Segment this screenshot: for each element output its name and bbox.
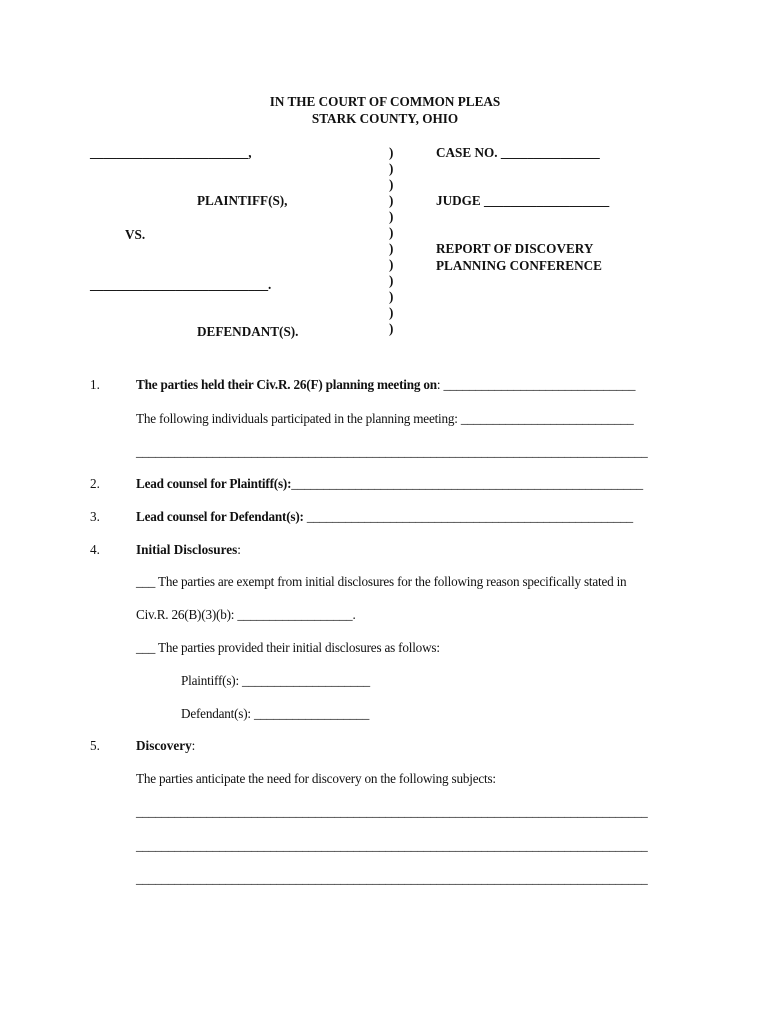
item-3-number: 3. [90, 509, 100, 524]
defendant-disclosures-field[interactable]: Defendant(s): __________________ [181, 706, 370, 721]
versus-label: VS. [125, 227, 146, 242]
caption-paren: ) [389, 241, 394, 256]
participants-field[interactable]: The following individuals participated in the planning meeting: ___________________________ [136, 411, 634, 426]
item-2-label: Lead counsel for Plaintiff(s): [136, 476, 292, 491]
defendant-label: DEFENDANT(S). [197, 324, 299, 339]
discovery-blank-line-2[interactable]: ________________________________________________________________________________ [136, 838, 648, 853]
item-3-blank[interactable]: ___________________________________________________ [303, 509, 633, 524]
defendant-name-blank[interactable]: ___________________________. [90, 277, 272, 292]
discovery-subjects-text: The parties anticipate the need for discovery on the following subjects: [136, 771, 496, 786]
provided-option[interactable]: ___ The parties provided their initial disclosures as follows: [136, 640, 440, 655]
discovery-blank-line-1[interactable]: ________________________________________________________________________________ [136, 804, 648, 819]
plaintiff-label: PLAINTIFF(S), [197, 193, 288, 208]
caption-paren: ) [389, 225, 394, 240]
caption-paren: ) [389, 305, 394, 320]
judge-field[interactable]: JUDGE ___________________ [436, 193, 610, 208]
county-title: STARK COUNTY, OHIO [311, 111, 459, 126]
report-title-line1: REPORT OF DISCOVERY [436, 241, 594, 256]
item-5-colon: : [191, 738, 196, 753]
item-1-number: 1. [90, 377, 100, 392]
court-title: IN THE COURT OF COMMON PLEAS [269, 94, 501, 109]
item-2-blank[interactable]: _______________________________________________________ [291, 476, 643, 491]
item-1-meeting-date[interactable] [136, 377, 635, 393]
case-number-field[interactable]: CASE NO. _______________ [436, 145, 600, 160]
item-3-label: Lead counsel for Defendant(s): [136, 509, 304, 524]
initial-disclosures-heading [136, 542, 241, 558]
item-1-label: The parties held their Civ.R. 26(F) planning meeting on [136, 377, 437, 392]
caption-paren: ) [389, 289, 394, 304]
report-title-line2: PLANNING CONFERENCE [436, 258, 602, 273]
plaintiff-disclosures-field[interactable]: Plaintiff(s): ____________________ [181, 673, 370, 688]
defendant-counsel-field[interactable] [136, 509, 633, 525]
discovery-blank-line-3[interactable]: ________________________________________________________________________________ [136, 871, 648, 886]
item-4-label: Initial Disclosures [136, 542, 238, 557]
item-5-number: 5. [90, 738, 100, 753]
participants-blank-line[interactable]: ________________________________________________________________________________ [136, 444, 648, 459]
item-5-label: Discovery [136, 738, 192, 753]
plaintiff-counsel-field[interactable] [136, 476, 643, 492]
caption-paren: ) [389, 257, 394, 272]
caption-paren: ) [389, 209, 394, 224]
caption-paren: ) [389, 321, 394, 336]
item-1-blank[interactable]: : ______________________________ [436, 377, 636, 392]
caption-paren: ) [389, 193, 394, 208]
plaintiff-name-blank[interactable]: ________________________, [90, 145, 252, 160]
item-2-number: 2. [90, 476, 100, 491]
caption-paren: ) [389, 177, 394, 192]
item-4-number: 4. [90, 542, 100, 557]
caption-paren: ) [389, 273, 394, 288]
discovery-heading [136, 738, 195, 754]
caption-paren: ) [389, 161, 394, 176]
exempt-rule-field[interactable]: Civ.R. 26(B)(3)(b): __________________. [136, 607, 356, 622]
item-4-colon: : [237, 542, 241, 557]
exempt-option[interactable]: ___ The parties are exempt from initial disclosures for the following reason specifically stated in [136, 574, 627, 589]
caption-paren: ) [389, 145, 394, 160]
